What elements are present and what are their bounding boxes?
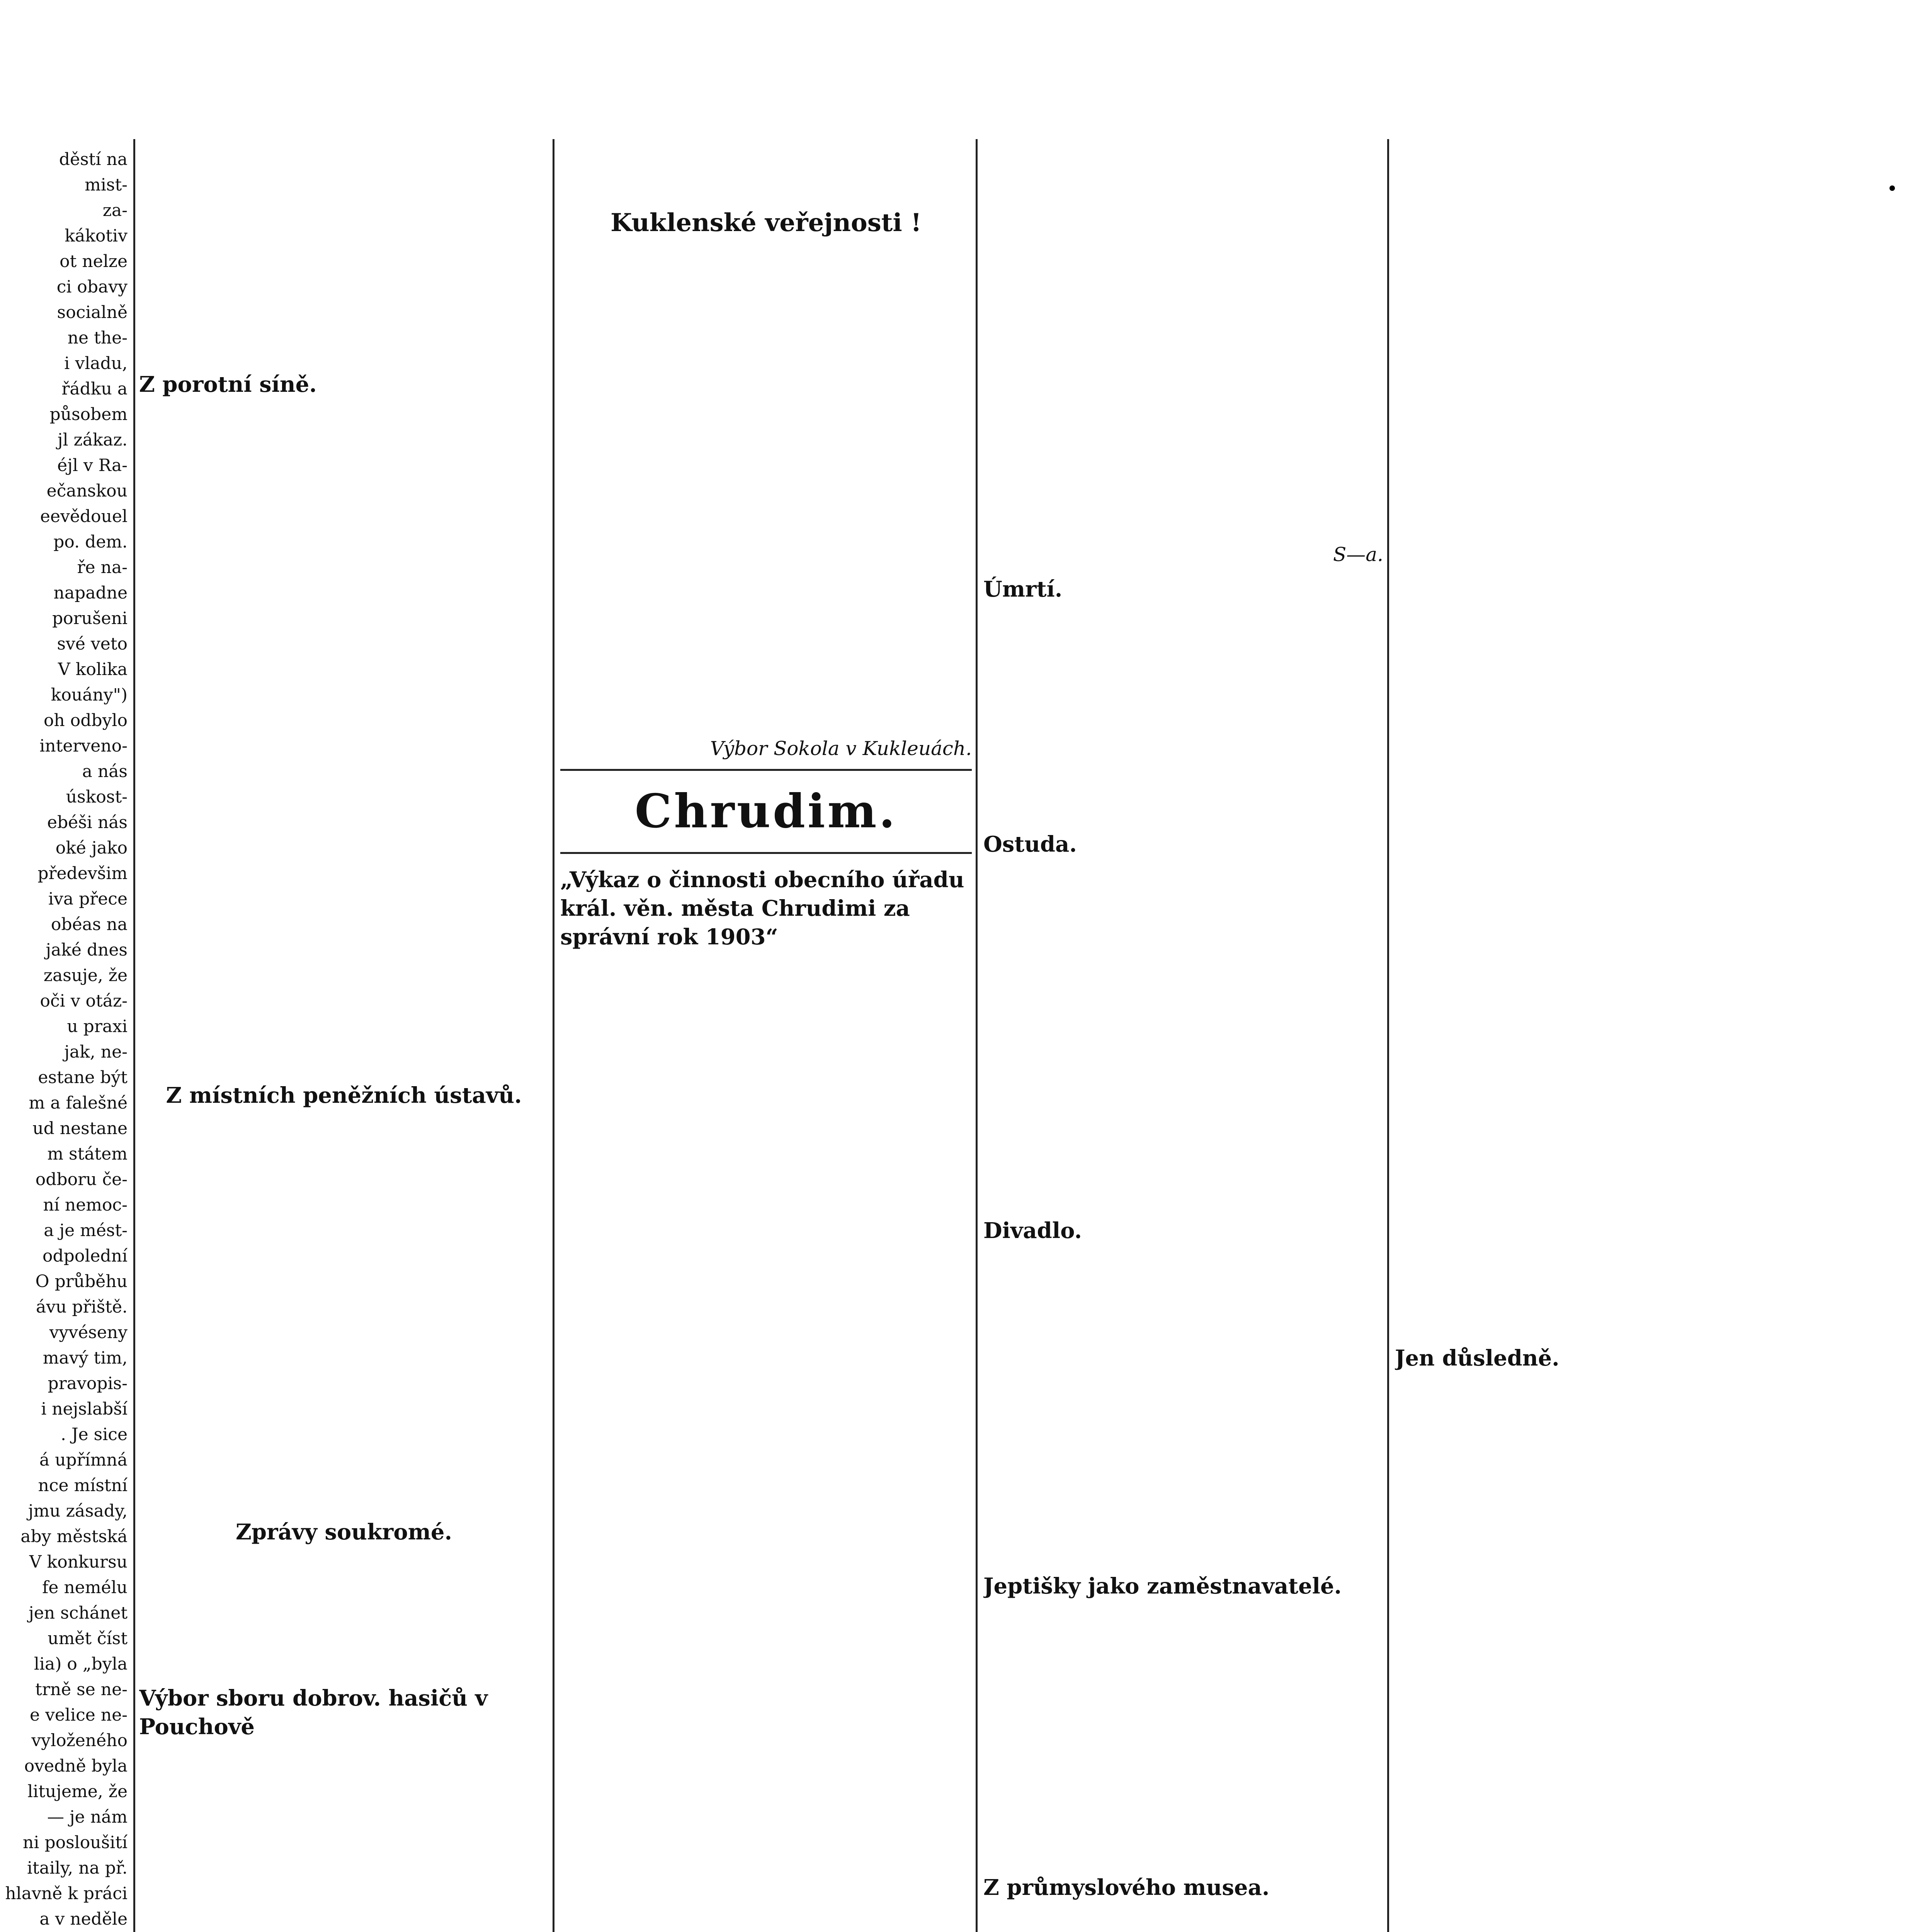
text-block: [983, 147, 1383, 541]
sliver-line: m státem: [47, 1144, 128, 1164]
sliver-line: ne the-: [67, 328, 128, 348]
sliver-line: působem: [49, 405, 128, 424]
previous-page-sliver: [0, 147, 128, 1932]
sliver-line: eevědouel: [40, 507, 128, 526]
sliver-line: mavý tim,: [43, 1348, 128, 1368]
text-block: [139, 1549, 549, 1677]
sliver-line: litujeme, že: [27, 1782, 128, 1801]
column-rule: [133, 139, 135, 1932]
text-block: [983, 1248, 1383, 1565]
sliver-line: zasuje, že: [43, 966, 128, 985]
text-block: [139, 147, 549, 363]
sliver-line: éjl v Ra-: [57, 456, 128, 475]
column-rule: [553, 139, 554, 1932]
sliver-line: jen schánet: [29, 1603, 128, 1623]
sliver-line: porušeni: [52, 609, 128, 628]
text-block: [983, 607, 1383, 823]
sliver-line: m a falešné: [29, 1093, 128, 1113]
subhead-jen-dusledne: Jen důsledně.: [1395, 1345, 1560, 1371]
sliver-line: ní nemoc-: [43, 1195, 128, 1215]
sliver-line: hlavně k práci: [5, 1884, 128, 1903]
column-1: [139, 147, 549, 1932]
sliver-line: i nejslabší: [41, 1399, 128, 1419]
sliver-line: á upřímná: [39, 1450, 128, 1470]
sliver-line: ci obavy: [56, 277, 128, 297]
sliver-line: mist-: [85, 175, 128, 195]
sliver-line: oké jako: [55, 838, 128, 858]
sliver-line: aby městská: [20, 1527, 128, 1546]
subhead-vykaz: „Výkaz o činnosti obecního úřadu král. věn. města Chrudimi za správní rok 1903“: [560, 867, 964, 950]
sliver-line: napadne: [53, 583, 128, 603]
sliver-line: obéas na: [51, 915, 128, 934]
sliver-line: předevšim: [37, 864, 128, 883]
sliver-line: za-: [102, 201, 128, 220]
column-rule: [1387, 139, 1389, 1932]
text-block: [560, 240, 972, 735]
section-rule: [560, 769, 972, 771]
subhead-zpravy-soukrome: Zprávy soukromé.: [235, 1519, 452, 1545]
sliver-line: a je mést-: [44, 1221, 128, 1240]
sliver-line: iva přece: [48, 889, 128, 909]
sliver-line: estane být: [38, 1068, 128, 1087]
sliver-line: děstí na: [59, 150, 128, 169]
sliver-line: ovedně byla: [24, 1756, 128, 1776]
sliver-line: . Je sice: [61, 1425, 128, 1444]
column-4: [1395, 147, 1804, 1932]
column-3: [983, 147, 1383, 1932]
sliver-line: jaké dnes: [46, 940, 128, 960]
sliver-line: V kolika: [58, 660, 128, 679]
sliver-line: kákotiv: [65, 226, 128, 246]
text-block: [983, 1604, 1383, 1866]
sliver-line: lia) o „byla: [34, 1654, 128, 1674]
sliver-line: i vladu,: [64, 354, 128, 373]
column-rule: [976, 139, 978, 1932]
subhead-ostuda: Ostuda.: [983, 832, 1077, 857]
headline-kuklenske: Kuklenské veřejnosti !: [610, 208, 922, 237]
sliver-line: umět číst: [48, 1629, 128, 1648]
sliver-line: u praxi: [67, 1017, 128, 1036]
subhead-vybor-hasicu: Výbor sboru dobrov. hasičů v Pouchově: [139, 1685, 488, 1740]
text-block: [983, 862, 1383, 1209]
sliver-line: ud nestane: [32, 1119, 128, 1138]
text-block: [560, 147, 972, 182]
sliver-line: řádku a: [61, 379, 128, 399]
subhead-divadlo: Divadlo.: [983, 1218, 1082, 1243]
sliver-line: úskost-: [66, 787, 128, 807]
sliver-line: trně se ne-: [35, 1680, 128, 1699]
sliver-line: ni posloušití: [23, 1833, 128, 1852]
subhead-jeptisky: Jeptišky jako zaměstnavatelé.: [983, 1573, 1342, 1599]
signature-sokol: Výbor Sokola v Kukleuách.: [710, 737, 972, 760]
text-block: [139, 402, 549, 1074]
sliver-line: itaily, na př.: [27, 1858, 128, 1878]
sliver-line: O průběhu: [35, 1272, 128, 1291]
sliver-line: ečanskou: [46, 481, 128, 501]
scan-speck: [1889, 185, 1895, 191]
sliver-line: své veto: [57, 634, 128, 654]
sliver-line: nce místní: [38, 1476, 128, 1495]
sliver-line: oči v otáz-: [40, 991, 128, 1011]
section-rule: [560, 852, 972, 854]
sliver-line: e velice ne-: [30, 1705, 128, 1725]
sliver-line: V konkursu: [29, 1552, 128, 1572]
sliver-line: jl zákaz.: [57, 430, 128, 450]
sliver-line: jak, ne-: [64, 1042, 128, 1062]
sliver-line: fe nemélu: [42, 1578, 128, 1597]
subhead-penezni-ustavy: Z místních peněžních ústavů.: [166, 1083, 522, 1108]
subhead-porotni-sine: Z porotní síně.: [139, 372, 317, 397]
column-2: [560, 147, 972, 1932]
sliver-line: vyvéseny: [49, 1323, 128, 1342]
text-block: [983, 1905, 1383, 1932]
headline-chrudim: Chrudim.: [634, 784, 898, 838]
text-block: [139, 1113, 549, 1511]
sliver-line: socialně: [57, 303, 128, 322]
subhead-umrti: Úmrtí.: [983, 577, 1063, 602]
signature-sa: S—a.: [1333, 543, 1383, 566]
subhead-museum: Z průmyslového musea.: [983, 1875, 1270, 1900]
sliver-line: a v neděle: [39, 1909, 128, 1929]
sliver-line: oh odbylo: [43, 711, 128, 730]
sliver-line: ře na-: [77, 558, 128, 577]
sliver-line: odboru če-: [35, 1170, 128, 1189]
sliver-line: po. dem.: [53, 532, 128, 552]
sliver-line: pravopis-: [48, 1374, 128, 1393]
sliver-line: a nás: [82, 762, 128, 781]
sliver-line: — je nám: [47, 1807, 128, 1827]
text-block: [1395, 147, 1804, 1337]
sliver-line: odpolední: [43, 1246, 128, 1266]
sliver-line: vyloženého: [31, 1731, 128, 1750]
sliver-line: kouány"): [51, 685, 128, 705]
sliver-line: ot nelze: [60, 252, 128, 271]
sliver-line: ávu přiště.: [36, 1297, 128, 1317]
sliver-line: interveno-: [39, 736, 128, 756]
sliver-line: ebéši nás: [47, 813, 128, 832]
sliver-line: jmu zásady,: [28, 1501, 128, 1521]
